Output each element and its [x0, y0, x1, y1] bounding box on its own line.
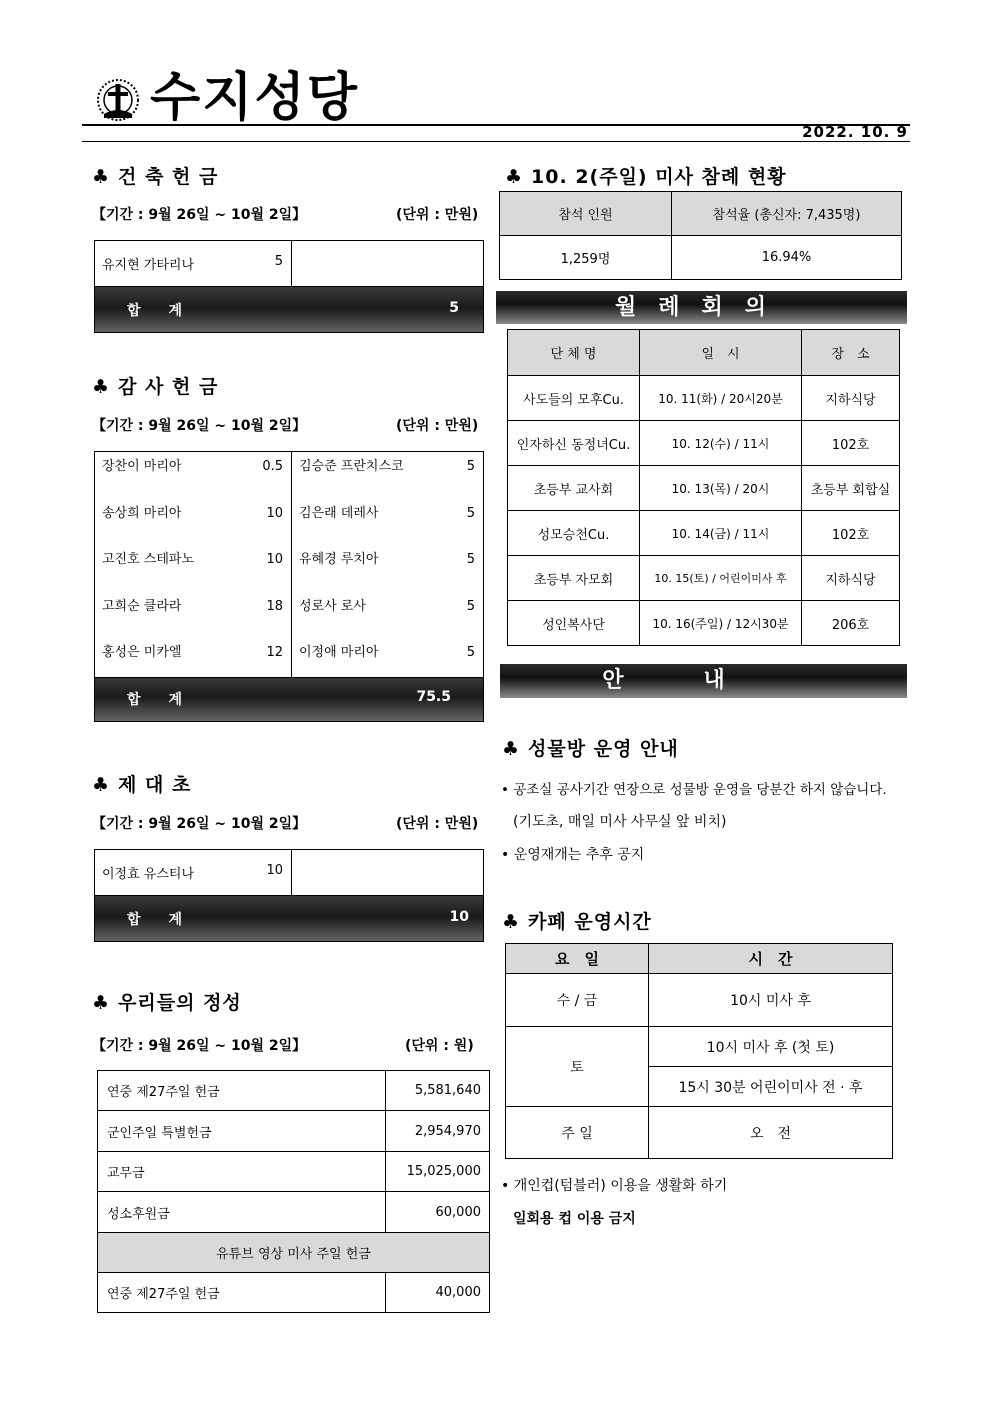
- donor-amount: 5: [274, 254, 283, 269]
- cafe-title: ♣ 카페 운영시간: [502, 911, 652, 933]
- church-logo-icon: [93, 74, 143, 124]
- table-row: 사도들의 모후Cu. 10. 11(화) / 20시20분 지하식당: [508, 376, 900, 421]
- building-fund-period: 【기간 : 9월 26일 ~ 10월 2일】: [92, 207, 307, 223]
- table-row: [95, 850, 484, 896]
- list-item: 고진호 스테파노 10: [102, 552, 283, 567]
- list-item: 성로사 로사 5: [299, 598, 475, 614]
- cafe-table: 요 일 시 간 수 / 금 10시 미사 후 토 10시 미사 후 (첫 토) 15시 30분 어린이미사 전 · 후 주 일 오 전: [505, 943, 893, 1159]
- candles-table: [94, 849, 484, 942]
- attendance-header: 참석 인원: [500, 192, 672, 236]
- club-icon: ♣: [502, 911, 521, 933]
- attendance-rate: 16.94%: [672, 236, 902, 280]
- table-row: 초등부 교사회 10. 13(목) / 20시 초등부 회합실: [508, 466, 900, 511]
- list-item: 장찬이 마리아 0.5: [102, 459, 283, 474]
- thanks-fund-title: ♣ 감 사 헌 금: [92, 376, 219, 398]
- thanks-fund-unit: (단위 : 만원): [396, 418, 479, 434]
- table-row: 토 10시 미사 후 (첫 토): [506, 1027, 893, 1067]
- thanks-fund-table: [94, 451, 484, 722]
- building-fund-title: ♣ 건 축 헌 금: [92, 166, 219, 188]
- total-label: 합 계: [127, 692, 183, 708]
- club-icon: ♣: [92, 376, 111, 398]
- table-row: 교무금 15,025,000: [98, 1152, 490, 1192]
- table-row: 초등부 자모회 10. 15(토) / 어린이미사 후 지하식당: [508, 556, 900, 601]
- club-icon: ♣: [92, 992, 111, 1014]
- notice-banner: 안내: [500, 664, 907, 698]
- list-item: 고희순 클라라 18: [102, 598, 283, 614]
- attendance-table: [499, 191, 902, 280]
- header-rule: [82, 124, 910, 126]
- total-amount: 75.5: [416, 689, 451, 705]
- candles-title: ♣ 제 대 초: [92, 774, 192, 796]
- thanks-fund-period: 【기간 : 9월 26일 ~ 10월 2일】: [92, 418, 307, 434]
- attendance-title: ♣ 10. 2(주일) 미사 참례 현황: [505, 166, 787, 188]
- list-item: 김승준 프란치스코 5: [299, 459, 475, 474]
- table-row: 연중 제27주일 헌금 5,581,640: [98, 1071, 490, 1111]
- offerings-period: 【기간 : 9월 26일 ~ 10월 2일】: [92, 1038, 307, 1054]
- table-row: 성모승천Cu. 10. 14(금) / 11시 102호: [508, 511, 900, 556]
- list-item: 홍성은 미카엘 12: [102, 645, 283, 660]
- building-fund-unit: (단위 : 만원): [396, 207, 479, 223]
- club-icon: ♣: [502, 738, 521, 760]
- table-row: 인자하신 동정녀Cu. 10. 12(수) / 11시 102호: [508, 421, 900, 466]
- header-subrule: [82, 141, 910, 142]
- table-row: [95, 241, 484, 287]
- donor-name: 이정효 유스티나: [102, 867, 195, 882]
- total-row: [95, 896, 484, 942]
- donor-amount: 10: [266, 863, 283, 878]
- table-row: 주 일 오 전: [506, 1107, 893, 1159]
- total-label: 합 계: [127, 302, 183, 319]
- shop-line-2: (기도초, 매일 미사 사무실 앞 비치): [513, 814, 727, 830]
- shop-line-1: • 공조실 공사기간 연장으로 성물방 운영을 당분간 하지 않습니다.: [501, 782, 887, 798]
- table-row: 연중 제27주일 헌금 40,000: [98, 1273, 490, 1313]
- table-row: 수 / 금 10시 미사 후: [506, 974, 893, 1027]
- club-icon: ♣: [92, 774, 111, 796]
- list-item: 이정애 마리아 5: [299, 645, 475, 660]
- list-item: 김은래 데레사 5: [299, 505, 475, 521]
- cafe-line-2: 일회용 컵 이용 금지: [513, 1211, 636, 1227]
- meeting-banner: 월례회의: [496, 291, 907, 324]
- total-row: [95, 287, 484, 333]
- table-row: 15시 30분 어린이미사 전 · 후: [506, 1067, 893, 1107]
- thanks-left-column: [95, 452, 291, 677]
- candles-unit: (단위 : 만원): [396, 816, 479, 832]
- offerings-title: ♣ 우리들의 정성: [92, 992, 242, 1014]
- thanks-right-column: [292, 452, 483, 677]
- attendance-header: 참석율 (총신자: 7,435명): [672, 192, 902, 236]
- total-label: 합 계: [127, 911, 183, 928]
- offerings-unit: (단위 : 원): [405, 1038, 474, 1054]
- attendance-count: 1,259명: [500, 236, 672, 280]
- cafe-line-1: • 개인컵(텀블러) 이용을 생활화 하기: [501, 1178, 728, 1194]
- list-item: 송상희 마리아 10: [102, 505, 283, 521]
- club-icon: ♣: [505, 166, 524, 188]
- offerings-table: [97, 1070, 490, 1313]
- candles-period: 【기간 : 9월 26일 ~ 10월 2일】: [92, 816, 307, 832]
- meeting-table: 단 체 명 일 시 장 소 사도들의 모후Cu. 10. 11(화) / 20시20분 지하식당 인자하신 동정녀Cu. 10. 12(수) / 11시 102호 초등부 교사회 10. 13(목) / 20시 초등부 회합실 성모승천Cu. 10. 14(금) / 11시 102호 초등부 자모회 10. 15(토) / 어린이미사 후 지하식당 성인복사단 10. 16(주일) / 12시30분 206호: [507, 329, 900, 646]
- shop-line-3: • 운영재개는 추후 공지: [501, 847, 645, 863]
- shop-title: ♣ 성물방 운영 안내: [502, 738, 679, 760]
- table-row: 성인복사단 10. 16(주일) / 12시30분 206호: [508, 601, 900, 646]
- list-item: 유혜경 루치아 5: [299, 552, 475, 567]
- total-row: [95, 677, 484, 721]
- table-row: 군인주일 특별헌금 2,954,970: [98, 1111, 490, 1152]
- club-icon: ♣: [92, 166, 111, 188]
- donor-name: 유지현 가타리나: [102, 258, 195, 273]
- table-row: 성소후원금 60,000: [98, 1192, 490, 1233]
- issue-date: 2022. 10. 9: [802, 123, 908, 141]
- total-amount: 5: [449, 299, 459, 316]
- building-fund-table: [94, 240, 484, 333]
- parish-title: 수지성당: [150, 68, 359, 128]
- youtube-header-row: 유튜브 영상 미사 주일 헌금: [98, 1233, 490, 1273]
- total-amount: 10: [449, 908, 469, 925]
